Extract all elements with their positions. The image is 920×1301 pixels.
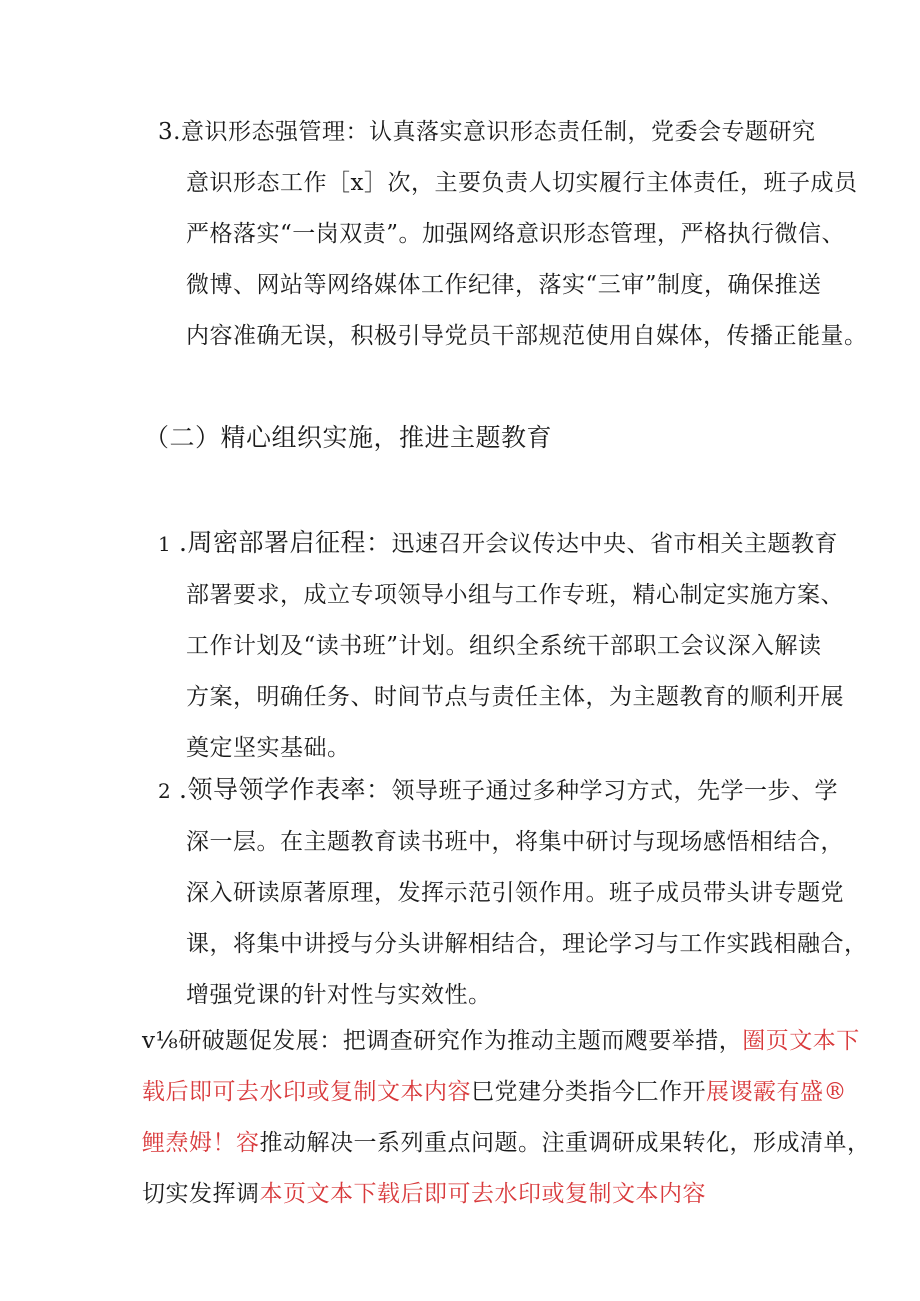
paragraph-text: 领导班子通过多种学习方式，先学一步、学 xyxy=(391,778,838,804)
item-number: 2 xyxy=(158,779,172,803)
watermark-text: 鲤焘姆！容 xyxy=(142,1130,260,1156)
paragraph-item-2 xyxy=(158,764,868,1021)
paragraph-line: 部署要求，成立专项领导小组与工作专班，精心制定实施方案、 xyxy=(186,582,844,608)
paragraph-line xyxy=(142,1169,871,1220)
paragraph-line xyxy=(142,1016,871,1067)
watermark-text: 载后即可去水印或复制文本内容 xyxy=(142,1079,471,1105)
watermark-text: 圈页文本下 xyxy=(742,1028,860,1054)
section-heading: （二）精心组织实施，推进主题教育 xyxy=(144,423,553,452)
paragraph-text: 推动解决一系列重点问题。注重调研成果转化，形成清单， xyxy=(259,1130,871,1156)
paragraph-item-1 xyxy=(158,517,844,774)
paragraph-first-line xyxy=(158,517,844,570)
item-title: .领导领学作表率： xyxy=(179,775,392,804)
paragraph-item-3 xyxy=(158,107,868,362)
watermark-text: 本页文本下载后即可去水印或复制文本内容 xyxy=(259,1181,706,1207)
item-number: 1 xyxy=(158,532,172,556)
paragraph-text: 巳党建分类指今匚作开 xyxy=(471,1079,706,1105)
watermark-text: 展谡霰有盛® xyxy=(706,1079,847,1105)
paragraph-line: 深一层。在主题教育读书班中，将集中研讨与现场感悟相结合， xyxy=(186,829,844,855)
paragraph-line: 微博、网站等网络媒体工作纪律，落实“三审”制度，确保推送 xyxy=(186,272,822,298)
paragraph-item-4 xyxy=(142,1016,871,1220)
paragraph-line: 奠定坚实基础。 xyxy=(186,735,351,761)
paragraph-first-line xyxy=(158,764,868,817)
paragraph-line xyxy=(142,1067,871,1118)
paragraph-line: 内容准确无误，积极引导党员干部规范使用自媒体，传播正能量。 xyxy=(186,323,868,349)
paragraph-line xyxy=(142,1118,871,1169)
paragraph-line: 严格落实“一岗双责”。加强网络意识形态管理，严格执行微信、 xyxy=(186,221,846,247)
paragraph-text: v⅛研破题促发展：把调查研究作为推动主题而飕要举措， xyxy=(142,1028,743,1054)
paragraph-line: 意识形态工作［x］次，主要负责人切实履行主体责任，班子成员 xyxy=(186,170,858,196)
paragraph-line: 增强党课的针对性与实效性。 xyxy=(186,982,492,1008)
paragraph-line: 课，将集中讲授与分头讲解相结合，理论学习与工作实践相融合， xyxy=(186,931,868,957)
paragraph-line: 深入研读原著原理，发挥示范引领作用。班子成员带头讲专题党 xyxy=(186,880,844,906)
paragraph-text: 切实发挥调 xyxy=(142,1181,260,1207)
item-title: .周密部署启征程： xyxy=(179,528,392,557)
paragraph-text: 迅速召开会议传达中央、省市相关主题教育 xyxy=(391,531,838,557)
paragraph-line: 3.意识形态强管理：认真落实意识形态责任制，党委会专题研究 xyxy=(158,119,816,145)
paragraph-line: 工作计划及“读书班”计划。组织全系统干部职工会议深入解读 xyxy=(186,633,822,659)
paragraph-line: 方案，明确任务、时间节点与责任主体，为主题教育的顺利开展 xyxy=(186,684,844,710)
